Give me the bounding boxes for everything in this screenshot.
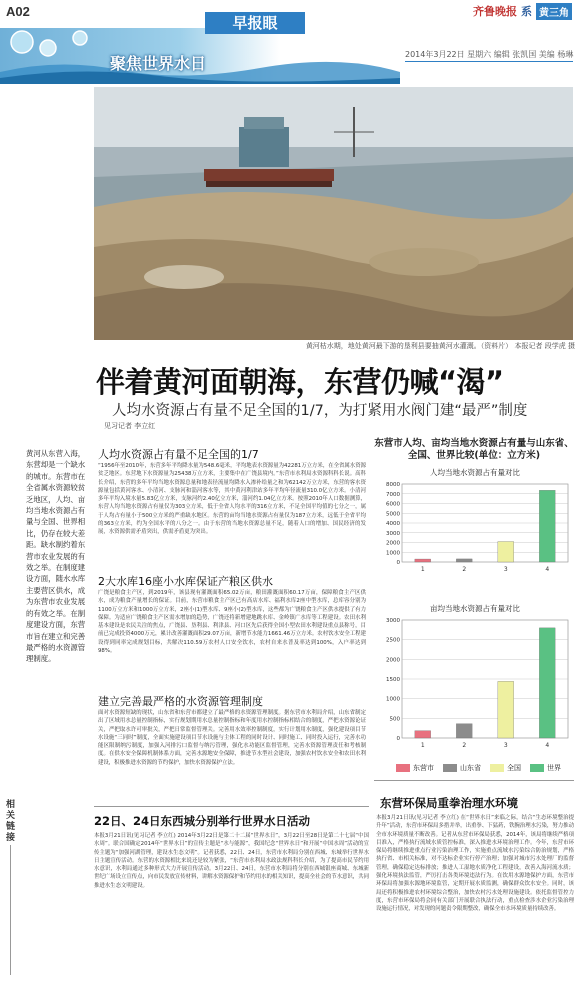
bar-东营市 [415,731,431,738]
intro-column: 黄河从东营入海，东营却是一个缺水的城市。东营市在全省属水资源较贫乏地区，人均、亩均当地水资源占有量与全国、世界相比，仍存在较大差距。缺水制约着东营市农业发展的有效之举。在制度建设方面，随水水库主要营区供水，成为东营市农业发展的有效之举。在制度建设方面，东营市旨在建立和完善最严格的水资源管理制度。 [26,449,86,664]
chart-panel-heading: 东营市人均、亩均当地水资源占有量与山东省、全国、世界比较(单位：立方米) [374,438,574,461]
y-tick-label: 5000 [386,511,400,518]
related-links-label: 相关链接 [6,800,16,843]
section-title-3: 建立完善最严格的水资源管理制度 [98,695,263,708]
masthead-logo: 齐鲁晚报 [473,5,517,18]
byline: 见习记者 李立红 [104,422,156,430]
y-tick-label: 8000 [386,482,400,488]
legend-item [530,763,561,773]
news-box-title: 22日、24日东西城分别举行世界水日活动 [94,814,311,828]
masthead [473,2,572,20]
x-tick-label: 1 [420,566,425,573]
y-tick-label: 0 [396,736,400,742]
legend-item [490,763,521,773]
section-body-2: 广饶是粮食主产区，到2019年，该县现有灌溉面积65.02万亩，粮田灌溉面积60.17万亩，保障粮食主产区供水，成为粮食产量增长的保证。目前，东营市粮食主产区已有高店水库、福利水库2座中型水库，总库容分别为1100万立方米和1000万立方米，2座小(1)型水库、9座小(2)型水库，这些都为广饶粮食主产区供水提供了有力保障。为适应广饶粮食主产区需水增加的趋势，广饶还将新增建地跳水库、金岭镇广水库等工程建设。农田水利基本建设是农民关注的焦点，广饶县、垦利县、利津县、河口区先后获得全国小型农田水利建设重点县称号，目前已完成投资4000万元，累计改善灌溉面积29.07万亩，新增节水能力1661.46万立方米。农村饮水安全工程建设得到同率完成规划目标，共解决110.59万农村人口安全饮水，农村自来水普及率达到100%，入户率达到98%。 [98,590,366,655]
legend-swatch [443,764,457,772]
news-box-body: 本报3月21日讯(见习记者 李立红) 2014年3月22日是第二十二届“世界水日”，3月22日至28日是第二十七届“中国水周”。联合国确定2014年“世界水日”的宣传主题是“水与能源”，我国纪念“世界水日”和开展“中国水周”活动的宣传主题为“加强河湖管理，建设水生态文明”。记者获悉，22日、24日，东营市水利局分别在西城、东城举行世界水日主题宣传活动。东营的水资源相比来说还是较为紧张，“东营市水利局水政法规科科长介绍，为了提高市民节约用水意识，水利局通过多种形式大力开展宣传活动。3月22日、24日，东营市水利局将分别在西城银座商城、东城新世纪广场设立宣传点，向市民发放宣传材料，讲解水资源保护和节约用水的相关知识，提高全社会的节水意识，共同推进水生态文明建设。 [94,833,369,889]
legend-label: 全国 [507,764,521,772]
chart-legend [396,763,561,773]
bar-全国 [498,681,514,738]
y-tick-label: 3000 [386,618,400,624]
y-tick-label: 1000 [386,550,400,557]
legend-swatch [530,764,544,772]
news-photo [94,87,573,340]
water-drop-icon [73,31,87,45]
subheadline: 人均水资源占有量不足全国的1/7，为打紧用水阀门建“最严”制度 [112,403,528,419]
x-tick-label: 2 [462,566,467,573]
x-tick-label: 4 [545,742,550,749]
chart-2-title: 亩均当地水资源占有量对比 [430,604,520,613]
bar-山东省 [456,724,472,738]
y-tick-label: 3000 [386,530,400,537]
legend-label: 山东省 [460,764,481,772]
bar-东营市 [415,559,431,562]
x-tick-label: 4 [545,566,550,573]
water-drop-icon [40,40,56,56]
chart-divider [374,780,574,781]
y-tick-label: 7000 [386,491,400,498]
page-number: A02 [6,4,30,19]
water-drop-icon [11,31,33,53]
y-tick-label: 2000 [386,540,400,547]
legend-swatch [490,764,504,772]
section-divider [94,806,369,807]
header-divider [405,61,573,62]
y-tick-label: 1000 [386,696,400,703]
masthead-series: 系 [521,5,532,18]
section-tab: 早报眼 [205,12,305,34]
x-tick-label: 2 [462,742,467,749]
bar-世界 [539,628,555,738]
y-tick-label: 4000 [386,521,400,527]
related-links-rule [10,845,11,975]
legend-label: 东营市 [413,764,434,772]
y-tick-label: 2000 [386,657,400,664]
y-tick-label: 1500 [386,677,400,683]
chart-2 [376,614,574,752]
section-body-3: 面对水资源短缺的现状，山东省和东营市都建立了最严格的水资源管理制度。据东营市水利局介绍，山东省制定出了区域用水总量控制指标，实行规划期用水总量控制指标和年度用水控制指标相结合的制度，严把水资源论证关，严把取水许可审批关，严把日常监督管理关。完善用水效率控制制度，实行计划用水制度，强化建设项目节水设施“三同时”制度，全面实施建设项目节水设施与主体工程的同时设计、同时施工、同时投入运行，完善水功能区限制纳污制度，加强入河排污口监督与纳污管理，强化水功能区监督管理，完善水资源管理责任和考核制度。在供水安全保障机制体系方面，完善水源地安全保障，推进节水型社会建设，加强农村饮水安全和农田水利建设，积极推进水资源的节约保护，加快水资源保护立法。 [98,710,366,766]
headline: 伴着黄河面朝海，东营仍喊“渴” [96,365,504,399]
bar-全国 [498,542,514,562]
x-tick-label: 3 [503,742,508,749]
side-article-title: 东营环保局重拳治理水环境 [380,796,518,810]
section-title-2: 2大水库16座小水库保证产粮区供水 [98,575,273,588]
legend-item [443,763,481,773]
legend-item [396,763,434,773]
chart-1-title: 人均当地水资源占有量对比 [430,468,520,477]
x-tick-label: 1 [420,742,425,749]
y-tick-label: 2500 [386,637,400,644]
banner-title: 聚焦世界水日 [110,54,207,73]
masthead-edition: 黄三角 [536,3,572,20]
photo-caption: 黄河枯水期，地处黄河最下游的垦利县要抽黄河水灌溉。（资料片） 本报记者 段学虎 摄 [305,342,575,350]
legend-swatch [396,764,410,772]
chart-1 [376,478,574,576]
section-body-1: “1956年至2010年，东营多年平均降水量为548.6毫米，平均地表水资源量为42281万立方米，在全省属水资源贫乏地区。东营地下水资源量为25438万立方米，主要集中在广饶县境内。”东营市水利局水资源科科长说。高科长介绍，东营的多年平均当地水资源总量和地表径流量均降水入渗补给量之和为62142万立方米，东营的客水资源量包括黄河客水、小清河、支脉河和淄河客水等，其中黄河利津站多年平均年径流量310.0亿立方米。小清河多年平均入境水量5.83亿立方米，支脉河约2.40亿立方米，淄河约1.04亿立方米。按照2010年人口数据测算，东营人均当地水资源占有量仅为303立方米，低于全省人均水平的316立方米，不足全国平均值的七分之一，属于人均占有量小于500立方米的严重缺水地区。东营的亩均当地水资源占有量仅为187立方米，远低于全省平均的363立方米，约为全国水平的八分之一。由于东营的当地水资源总量不足，随着人口的增加、国民经济的发展，水资源供需矛盾突出，供需矛盾更为突出。 [98,463,366,536]
section-title-1: 人均水资源占有量不足全国的1/7 [98,448,259,461]
y-tick-label: 0 [396,560,400,566]
legend-label: 世界 [547,764,561,772]
bar-山东省 [456,559,472,562]
y-tick-label: 500 [389,716,400,723]
x-tick-label: 3 [503,566,508,573]
bar-世界 [539,490,555,562]
y-tick-label: 6000 [386,501,400,508]
side-article-body: 本报3月21日讯(见习记者 李立红) 在“世界水日”来临之际，结合“生态环境整治提升年”活动，东营市环保局多措并举，出重拳、下猛药，铁腕治理水污染，努力推动全市水环境质量不断改善。记者从东营市环保局获悉，2014年，该局将继续严格项目准入，严格执行流域水质管控标准，深入推进水环境治理工作。今年，东营市环保局将继续推进重点行业污染治理工作，实施重点流域水污染综合防治规划，严格执行省、市相关标准，对不达标企业实行停产治理；加强对城市污水处理厂的监督管理，确保稳定达标排放；推进人工湿地水质净化工程建设，改善入海河流水质；强化环境执法监管，严厉打击各类环境违法行为。在饮用水源地保护方面，东营市环保局将加强水源地环境监管，定期开展水质监测，确保群众饮水安全。同时，该局还将积极推进农村环境综合整治，加快农村污水处理设施建设。依托监督管控力度，东营市环保局将会同有关部门开展联合执法行动，重点检查涉水企业污染治理设施运行情况，对发现的问题责令限期整改，确保全市水环境质量持续改善。 [376,815,574,913]
date-line: 2014年3月22日 星期六 编辑 张凯国 美编 杨琳 [405,50,574,59]
